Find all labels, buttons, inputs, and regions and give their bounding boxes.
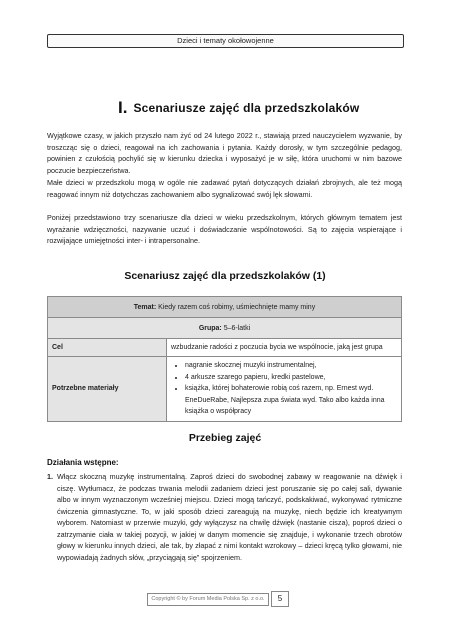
intro-paragraph-1: Wyjątkowe czasy, w jakich przyszło nam żyć od 24 lutego 2022 r., stawiają przed nauczycielem wyzwanie, by troszcząc się o dzieci, reagował na ich zachowania i pytania. Każdy dorosły, w tym szczególnie pedagog, powinien z czułością pochylić się w kierunku dziecka i wyposażyć je w siłę, która uruchomi w nim bazowe poczucie bezpieczeństwa. xyxy=(47,131,402,175)
goal-value: wzbudzanie radości z poczucia bycia we wspólnocie, jaką jest grupa xyxy=(167,339,402,357)
group-value: 5–6-latki xyxy=(223,324,251,332)
steps-heading: Działania wstępne: xyxy=(47,458,119,467)
topic-value: Kiedy razem coś robimy, uśmiechnięte mamy miny xyxy=(158,303,316,311)
step-number: 1. xyxy=(47,472,53,481)
step-text: Włącz skoczną muzykę instrumentalną. Zaproś dzieci do swobodnej zabawy w reagowanie na dźwięk i ciszę. Wytłumacz, że podczas trwania melodii zadaniem dzieci jest poruszanie się po całej sali, dywanie albo w innym wyznaczonym wcześniej miejscu. Dzieci mogą tańczyć, podskakiwać, wykonywać rytmiczne ćwiczenia gimnastyczne. To, w jaki sposób dzieci zareagują na muzykę, niech będzie ich kreatywnym wyborem. Natomiast w przerwie muzyki, gdy wyłączysz na chwilę dźwięk (nastanie cisza), poproś dzieci o zatrzymanie ciała w takiej pozycji, w jakiej w danym momencie się znajduje, i wykonanie trzech obrotów głowy w kierunku innych dzieci, ale tak, by złapać z nimi kontakt wzrokowy – dzieci kręcą tylko głowami, nie wypowiadają żadnych słów, „przyciągają się” spojrzeniem. xyxy=(57,472,402,562)
materials-item: • książka, której bohaterowie robią coś razem, np. Ernest wyd. EneDueRabe, Najlepsza zupa świata wyd. Tako albo każda inna książka o współpracy xyxy=(185,383,397,418)
chapter-title-text: Scenariusze zajęć dla przedszkolaków xyxy=(133,101,360,115)
running-header: Dzieci i tematy okołowojenne xyxy=(47,34,404,48)
chapter-number: I. xyxy=(118,98,128,117)
copyright-footer: Copyright © by Forum Media Polska Sp. z o.o. xyxy=(147,593,269,606)
goal-label: Cel xyxy=(48,339,167,357)
materials-cell xyxy=(167,357,402,422)
scenario-title: Scenariusz zajęć dla przedszkolaków (1) xyxy=(124,270,326,282)
scenario-table xyxy=(47,296,402,422)
materials-label: Potrzebne materiały xyxy=(48,357,167,422)
group-cell xyxy=(48,318,402,339)
chapter-title xyxy=(118,98,418,118)
page-number: 5 xyxy=(271,591,289,607)
topic-label: Temat: xyxy=(133,303,157,311)
intro-paragraph-2: Małe dzieci w przedszkolu mogą w ogóle nie zadawać pytań dotyczących działań zbrojnych, ale też mogą reagować innym niż dotychczas zachowaniem albo sygnalizować swój lęk słowami. xyxy=(47,178,402,199)
materials-list xyxy=(177,360,397,418)
intro-paragraph-3: Poniżej przedstawiono trzy scenariusze dla dzieci w wieku przedszkolnym, których głównym tematem jest wyrażanie wdzięczności, nazywanie uczuć i doświadczanie wspólnotowości. Są to zajęcia wspierające i rozwijające umiejętności inter- i intrapersonalne. xyxy=(47,213,402,245)
group-label: Grupa: xyxy=(198,324,222,332)
course-title: Przebieg zajęć xyxy=(188,432,262,444)
materials-item: • nagranie skocznej muzyki instrumentalnej, xyxy=(185,360,397,372)
step-1 xyxy=(47,471,402,563)
materials-item: • 4 arkusze szarego papieru, kredki pastelowe, xyxy=(185,372,397,384)
topic-cell xyxy=(48,297,402,318)
